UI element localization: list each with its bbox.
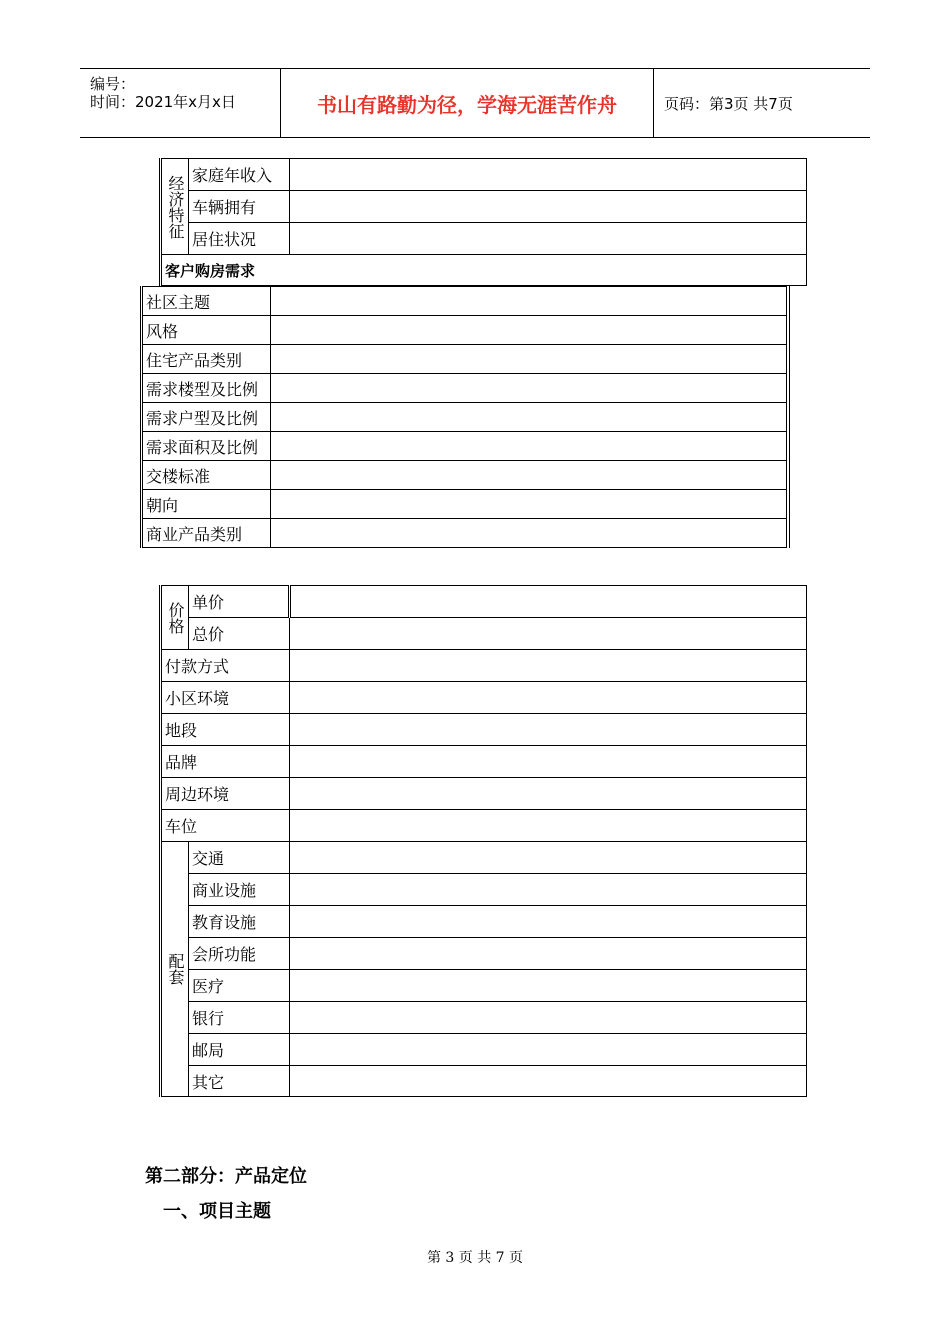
page-indicator: 页码：第3页 共7页 xyxy=(664,94,793,113)
demand-value-cell[interactable] xyxy=(271,374,789,403)
facility-label: 教育设施 xyxy=(189,906,290,938)
facility-value-cell[interactable] xyxy=(290,1066,807,1097)
factor-value-cell[interactable] xyxy=(290,714,807,746)
factors-table xyxy=(159,585,807,1097)
page-footer: 第 3 页 共 7 页 xyxy=(426,1250,524,1266)
factor-label: 品牌 xyxy=(161,746,290,778)
demand-value-cell[interactable] xyxy=(271,345,789,374)
facility-value-cell[interactable] xyxy=(290,1034,807,1066)
facility-value-cell[interactable] xyxy=(290,970,807,1002)
factor-label: 周边环境 xyxy=(161,778,290,810)
demand-row-label: 风格 xyxy=(142,316,271,345)
page-header xyxy=(80,68,870,138)
demand-row-label: 交楼标准 xyxy=(142,461,271,490)
facility-label: 医疗 xyxy=(189,970,290,1002)
facilities-group-label: 配套 xyxy=(161,842,189,1097)
demand-value-cell[interactable] xyxy=(271,316,789,345)
factor-value-cell[interactable] xyxy=(290,778,807,810)
facility-label: 其它 xyxy=(189,1066,290,1097)
price-group-label: 价格 xyxy=(161,586,189,650)
facility-value-cell[interactable] xyxy=(290,906,807,938)
price-row-label: 单价 xyxy=(189,586,290,618)
economic-table xyxy=(159,158,807,286)
facility-label: 银行 xyxy=(189,1002,290,1034)
factor-label: 地段 xyxy=(161,714,290,746)
demand-value-cell[interactable] xyxy=(271,287,789,316)
demand-value-cell[interactable] xyxy=(271,432,789,461)
economic-value-cell[interactable] xyxy=(290,191,807,223)
subsection-heading: 一、项目主题 xyxy=(163,1201,271,1222)
demand-table xyxy=(140,286,790,548)
price-value-cell[interactable] xyxy=(290,618,807,650)
demand-title: 客户购房需求 xyxy=(161,255,807,286)
economic-value-cell[interactable] xyxy=(290,159,807,191)
factor-value-cell[interactable] xyxy=(290,746,807,778)
factor-label: 小区环境 xyxy=(161,682,290,714)
number-label: 编号： xyxy=(90,75,136,93)
header-meta xyxy=(80,69,281,137)
economic-group-label: 经济特征 xyxy=(161,159,189,255)
factor-value-cell[interactable] xyxy=(290,682,807,714)
facility-value-cell[interactable] xyxy=(290,874,807,906)
factor-value-cell[interactable] xyxy=(290,650,807,682)
demand-row-label: 需求楼型及比例 xyxy=(142,374,271,403)
demand-row-label: 朝向 xyxy=(142,490,271,519)
facility-value-cell[interactable] xyxy=(290,1002,807,1034)
price-value-cell[interactable] xyxy=(290,586,807,618)
demand-row-label: 住宅产品类别 xyxy=(142,345,271,374)
facility-label: 交通 xyxy=(189,842,290,874)
economic-row-label: 居住状况 xyxy=(189,223,290,255)
demand-row-label: 社区主题 xyxy=(142,287,271,316)
date-label: 时间：2021年x月x日 xyxy=(90,93,236,111)
facility-value-cell[interactable] xyxy=(290,842,807,874)
factor-value-cell[interactable] xyxy=(290,810,807,842)
demand-value-cell[interactable] xyxy=(271,403,789,432)
economic-value-cell[interactable] xyxy=(290,223,807,255)
economic-row-label: 家庭年收入 xyxy=(189,159,290,191)
demand-value-cell[interactable] xyxy=(271,519,789,548)
factor-label: 付款方式 xyxy=(161,650,290,682)
demand-value-cell[interactable] xyxy=(271,490,789,519)
facility-label: 商业设施 xyxy=(189,874,290,906)
section-heading: 第二部分：产品定位 xyxy=(145,1166,307,1187)
factor-label: 车位 xyxy=(161,810,290,842)
header-motto: 书山有路勤为径，学海无涯苦作舟 xyxy=(281,69,654,137)
demand-row-label: 商业产品类别 xyxy=(142,519,271,548)
facility-label: 会所功能 xyxy=(189,938,290,970)
demand-row-label: 需求面积及比例 xyxy=(142,432,271,461)
economic-row-label: 车辆拥有 xyxy=(189,191,290,223)
price-row-label: 总价 xyxy=(189,618,290,650)
demand-value-cell[interactable] xyxy=(271,461,789,490)
demand-row-label: 需求户型及比例 xyxy=(142,403,271,432)
facility-label: 邮局 xyxy=(189,1034,290,1066)
facility-value-cell[interactable] xyxy=(290,938,807,970)
